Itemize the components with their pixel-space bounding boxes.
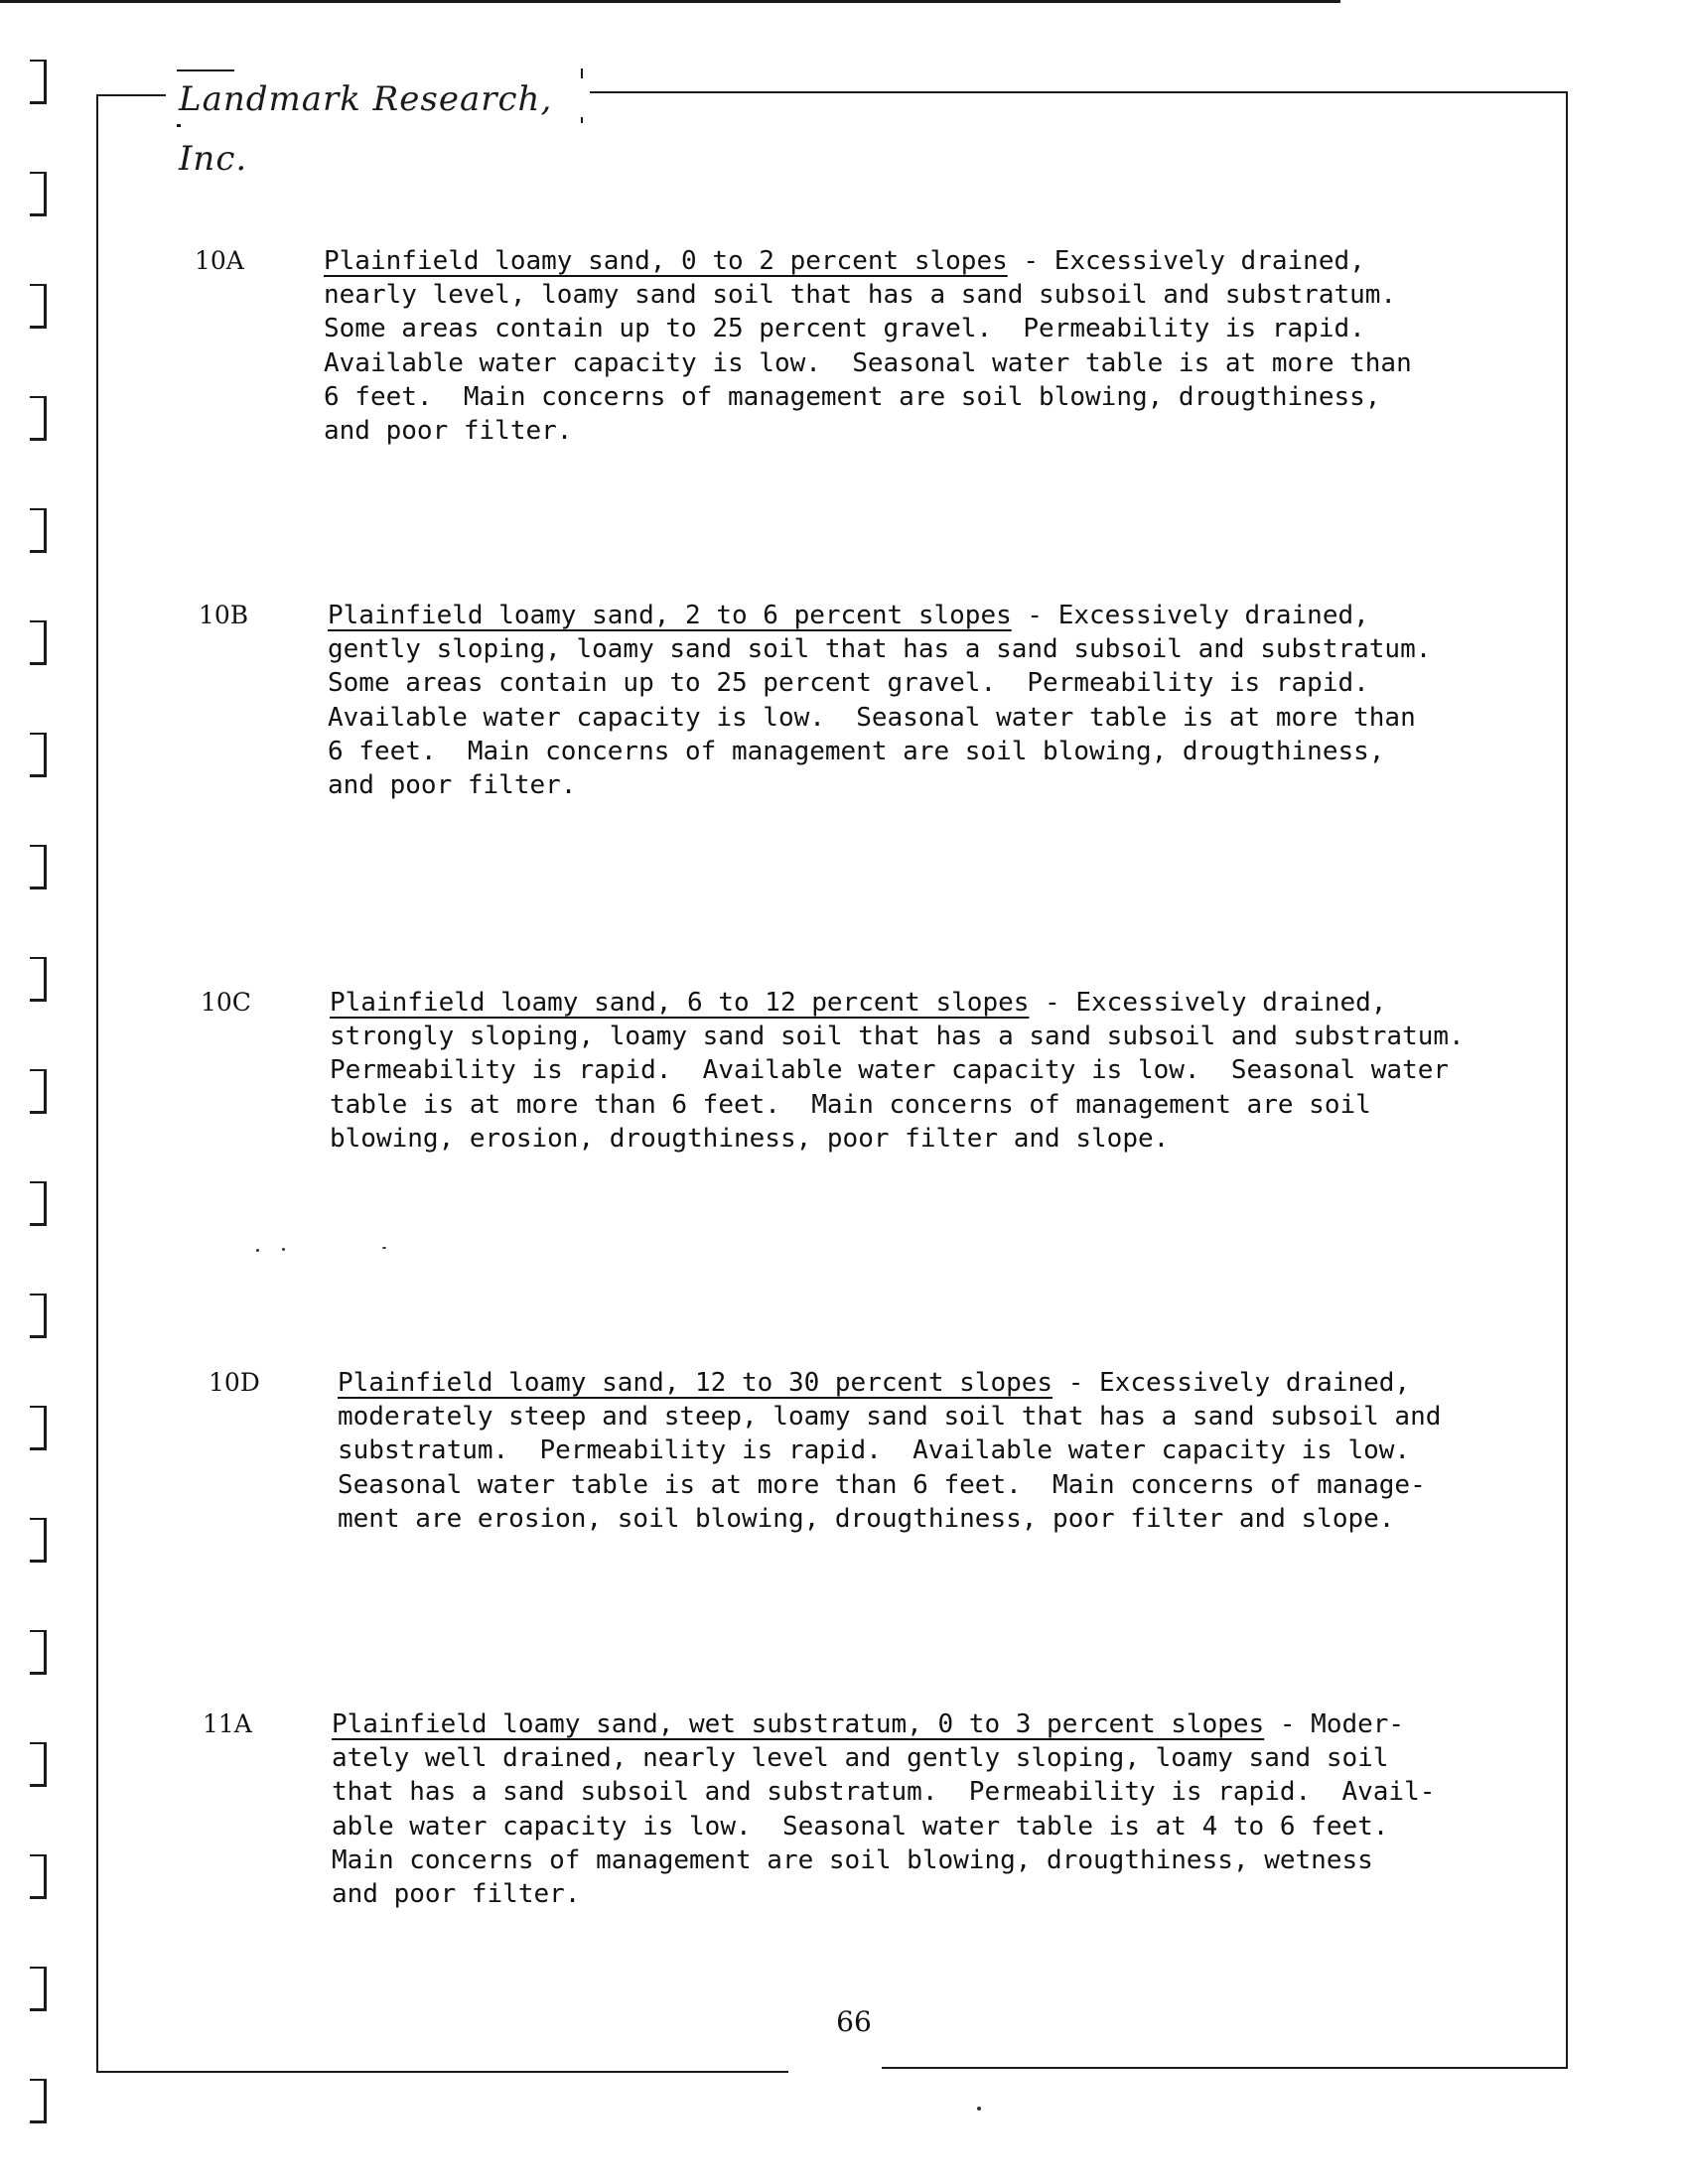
entry-text: nearly level, loamy sand soil that has a sand subsoil and substratum. Some areas contain up to 25 percent gravel. Permeability is rapid. Available water capacity is low. Seasonal water table is at more than 6 feet. Main concerns of management are soil blowing, drougthiness, and poor filter. bbox=[324, 280, 1412, 447]
map-unit-code: 10D bbox=[209, 1368, 260, 1397]
entry-text: moderately steep and steep, loamy sand soil that has a sand subsoil and substratum. Permeability is rapid. Available water capacity is low. Seasonal water table is at more than 6 feet. Main concerns of manage- ment are erosion, soil blowing, drougthiness, poor filter and slope. bbox=[338, 1402, 1442, 1534]
entry-first-line-rest: - Excessively drained, bbox=[1029, 988, 1387, 1018]
entry-first-line-rest: - Excessively drained, bbox=[1052, 1368, 1411, 1398]
entry-description bbox=[324, 244, 1535, 448]
binder-hole-mark bbox=[30, 1181, 47, 1226]
entry-first-line-rest: - Moder- bbox=[1264, 1709, 1405, 1739]
entry-title: Plainfield loamy sand, 0 to 2 percent slopes bbox=[324, 246, 1008, 276]
page-frame-top bbox=[96, 94, 166, 96]
page-frame-bottom bbox=[882, 2067, 1568, 2069]
binder-hole-mark bbox=[30, 172, 47, 216]
binder-hole-mark bbox=[30, 2079, 47, 2123]
binder-hole-mark bbox=[30, 1854, 47, 1899]
entry-first-line-rest: - Excessively drained, bbox=[1007, 246, 1365, 276]
entry-description bbox=[328, 599, 1539, 802]
scan-speck bbox=[282, 1248, 285, 1251]
page-frame-right bbox=[1566, 91, 1568, 2069]
binder-hole-mark bbox=[30, 1518, 47, 1563]
top-rule bbox=[0, 0, 1340, 3]
entry-text: gently sloping, loamy sand soil that has a sand subsoil and substratum. Some areas contain up to 25 percent gravel. Permeability is rapid. Available water capacity is low. Seasonal water table is at more than 6 feet. Main concerns of management are soil blowing, drougthiness, and poor filter. bbox=[328, 634, 1432, 801]
map-unit-code: 10C bbox=[201, 988, 251, 1017]
binder-hole-mark bbox=[30, 1406, 47, 1450]
entry-text: strongly sloping, loamy sand soil that has a sand subsoil and substratum. Permeability is rapid. Available water capacity is low. Seasonal water table is at more than 6 feet. Main concerns of management are soil blowing, erosion, drougthiness, poor filter and slope. bbox=[330, 1022, 1465, 1154]
entry-title: Plainfield loamy sand, 6 to 12 percent slopes bbox=[330, 988, 1030, 1018]
map-unit-code: 10A bbox=[195, 246, 244, 275]
scan-speck bbox=[256, 1249, 259, 1252]
map-unit-code: 11A bbox=[203, 1709, 252, 1738]
page-frame-left bbox=[96, 94, 98, 2073]
binder-hole-mark bbox=[30, 284, 47, 329]
binder-hole-mark bbox=[30, 957, 47, 1002]
scan-speck bbox=[977, 2107, 981, 2111]
entry-title: Plainfield loamy sand, 2 to 6 percent slopes bbox=[328, 601, 1012, 630]
entry-title: Plainfield loamy sand, 12 to 30 percent slopes bbox=[338, 1368, 1053, 1398]
entry-title: Plainfield loamy sand, wet substratum, 0 to 3 percent slopes bbox=[332, 1709, 1265, 1739]
binder-hole-mark bbox=[30, 845, 47, 889]
binder-hole-mark bbox=[30, 733, 47, 777]
scan-speck bbox=[382, 1247, 386, 1249]
binder-margin bbox=[30, 60, 70, 2144]
page-number: 66 bbox=[836, 2005, 872, 2038]
page-frame-bottom bbox=[96, 2071, 788, 2073]
map-unit-code: 10B bbox=[199, 601, 249, 629]
page-frame-top bbox=[590, 91, 1568, 93]
entry-description bbox=[332, 1707, 1543, 1911]
binder-hole-mark bbox=[30, 60, 47, 104]
entry-description bbox=[338, 1366, 1549, 1536]
binder-hole-mark bbox=[30, 1630, 47, 1675]
binder-hole-mark bbox=[30, 620, 47, 665]
binder-hole-mark bbox=[30, 1294, 47, 1338]
entry-first-line-rest: - Excessively drained, bbox=[1011, 601, 1369, 630]
entry-description bbox=[330, 986, 1541, 1156]
binder-hole-mark bbox=[30, 1742, 47, 1787]
binder-hole-mark bbox=[30, 1967, 47, 2011]
binder-hole-mark bbox=[30, 508, 47, 553]
binder-hole-mark bbox=[30, 396, 47, 441]
entry-text: ately well drained, nearly level and gently sloping, loamy sand soil that has a sand subsoil and substratum. Permeability is rapid. Avail- able water capacity is low. Seasonal water table is at 4 to 6 feet. Main concerns of management are soil blowing, drougthiness, wetness and poor filter. bbox=[332, 1743, 1436, 1910]
binder-hole-mark bbox=[30, 1069, 47, 1114]
company-logo: Landmark Research, Inc. bbox=[179, 79, 553, 179]
